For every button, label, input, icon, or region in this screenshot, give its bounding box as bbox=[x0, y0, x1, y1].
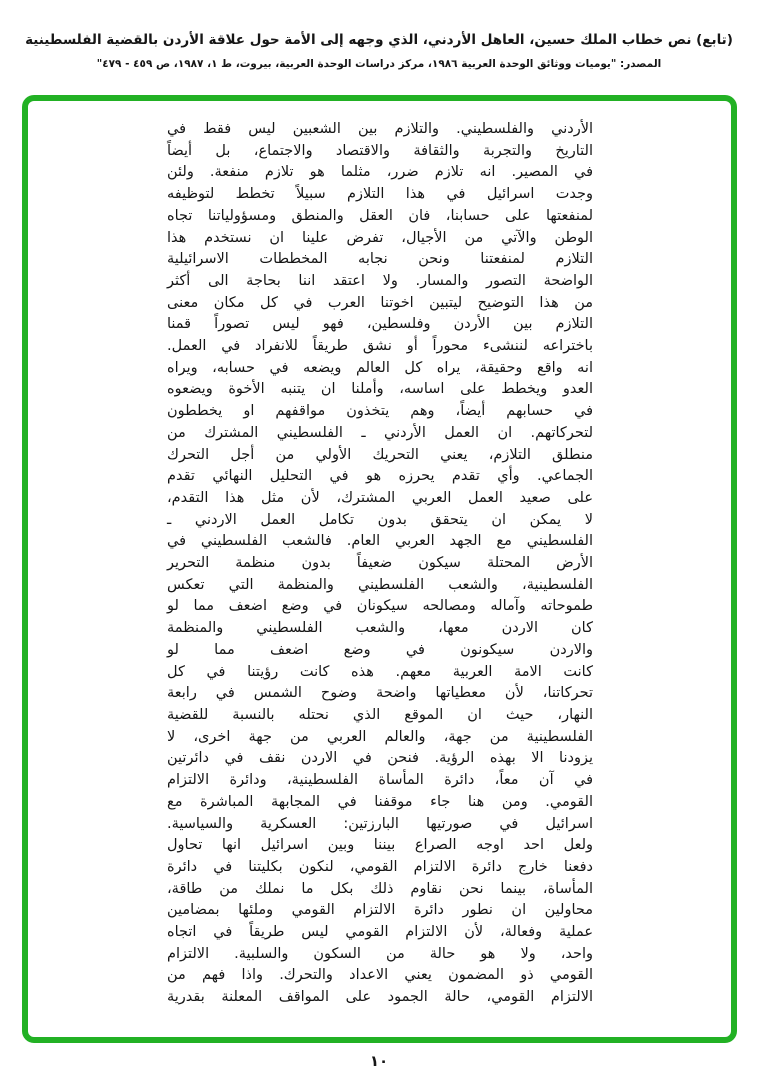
speech-line: الفلسطينية، والشعب الفلسطيني والمنظمة التي تعكس bbox=[167, 576, 593, 593]
speech-line: والاردن سيكونون في وضع اضعف مما لو bbox=[167, 641, 593, 658]
source-citation: المصدر: "يوميات ووثائق الوحدة العربية ١٩٨٦، مركز دراسات الوحدة العربية، بيروت، ط ١، ١٩٨٧، ص ٤٥٩ - ٤٧٩" bbox=[96, 58, 662, 70]
speech-line: الجماعي. وأي تقدم يحرزه هو في التحليل النهائي تقدم bbox=[167, 468, 593, 485]
speech-line: واحد، ولا هو حالة من السكون والسلبية. الالتزام bbox=[167, 945, 593, 962]
page-number: ١٠ bbox=[369, 1052, 389, 1070]
speech-line: محاولين ان نطور دائرة الالتزام القومي وملئها بمضامين bbox=[167, 902, 593, 919]
speech-line: ولعل احد اوجه الصراع بيننا وبين اسرائيل انها تحاول bbox=[167, 837, 593, 854]
speech-line: الفلسطيني مع الجهد العربي العام. فالشعب الفلسطيني في bbox=[167, 533, 593, 550]
speech-line: التلازم بين الأردن وفلسطين، فهو ليس تصوراً قمنا bbox=[167, 316, 593, 333]
speech-line: في حسابهم أيضاً، وهم يتخذون مواقفهم او يخططون bbox=[167, 403, 593, 420]
speech-line: في آن معاً، دائرة المأساة الفلسطينية، ودائرة الالتزام bbox=[167, 772, 593, 789]
speech-line: المأساة، بينما نحن نقاوم ذلك بكل ما نملك من طاقة، bbox=[167, 880, 593, 897]
speech-line: لمنفعتها على حسابنا، فان العقل والمنطق ومسؤولياتنا تجاه bbox=[167, 207, 593, 224]
speech-line: الالتزام القومي، حالة الجمود على المواقف المعلنة بقدرية bbox=[167, 989, 593, 1006]
speech-line: العدو ويخطط على اساسه، وأملنا ان يتنبه الأخوة ويضعوه bbox=[167, 381, 593, 398]
speech-line: دفعنا خارج دائرة الالتزام القومي، لنكون بكليتنا في دائرة bbox=[167, 858, 593, 875]
speech-line: الفلسطينية من جهة، والعالم العربي من جهة اخرى، لا bbox=[167, 728, 593, 745]
speech-line: اسرائيل في صورتيها البارزتين: العسكرية والسياسية. bbox=[167, 815, 593, 832]
speech-line: القومي ذو المضمون يعني الاعداد والتحرك. واذا فهم من bbox=[167, 967, 593, 984]
speech-line: كانت الامة العربية معهم. هذه كانت رؤيتنا في كل bbox=[167, 663, 593, 680]
speech-line: النهار، حيث ان الموقع الذي نحتله بالنسبة للقضية bbox=[167, 706, 593, 723]
speech-line: عملية وفعالة، لأن الالتزام القومي ليس طريقاً في اتجاه bbox=[167, 924, 593, 941]
speech-line: يزودنا الا بهذه الرؤية. فنحن في الاردن نقف في دائرتين bbox=[167, 750, 593, 767]
speech-line: طموحاته وآماله ومصالحه سيكونان في وضع اضعف مما لو bbox=[167, 598, 593, 615]
speech-line: التاريخ والتجربة والثقافة والاقتصاد والاجتماع، بل أيضاً bbox=[167, 142, 593, 159]
speech-line: انه واقع وحقيقة، يراه كل العالم ويضعه في حسابه، ويراه bbox=[167, 359, 593, 376]
page-title: (تابع) نص خطاب الملك حسين، العاهل الأردني، الذي وجهه إلى الأمة حول علاقة الأردن بالقضية الفلسطينية bbox=[25, 32, 733, 48]
speech-line: الواضحة التصور والمسار. ولا اعتقد اننا بحاجة الى أكثر bbox=[167, 272, 593, 289]
speech-line: وجدت اسرائيل في هذا التلازم سبيلاً تخطط لتوظيفه bbox=[167, 186, 593, 203]
speech-line: لا يمكن ان يتحقق بدون تكامل العمل الاردني ـ bbox=[167, 511, 593, 528]
green-frame bbox=[22, 95, 737, 1043]
speech-line: الأردني والفلسطيني. والتلازم بين الشعبين ليس فقط في bbox=[167, 121, 593, 137]
speech-line: على صعيد العمل العربي المشترك، لأن مثل هذا التقدم، bbox=[167, 489, 593, 506]
speech-line: لتحركاتهم. ان العمل الأردني ـ الفلسطيني المشترك من bbox=[167, 424, 593, 441]
speech-line: في المصير. انه تلازم ضرر، مثلما هو تلازم منفعة. ولئن bbox=[167, 164, 593, 181]
speech-line: الأرض المحتلة سيكون ضعيفاً بدون منظمة التحرير bbox=[167, 555, 593, 572]
speech-line: كان الاردن معها، والشعب الفلسطيني والمنظمة bbox=[167, 620, 593, 637]
speech-line: تحركاتنا، لأن معطياتها واضحة وضوح الشمس في رابعة bbox=[167, 685, 593, 702]
speech-line: باختراعه لننشىء محوراً أو نشق طريقاً للانفراد في العمل. bbox=[167, 338, 593, 355]
document-header bbox=[0, 0, 758, 70]
speech-body bbox=[167, 119, 593, 1009]
page-footer bbox=[0, 1051, 758, 1070]
speech-line: الوطن والآتي من الأجيال، تفرض علينا ان نستخدم هذا bbox=[167, 229, 593, 246]
speech-line: التلازم لمنفعتنا ونحن نجابه المخططات الاسرائيلية bbox=[167, 251, 593, 268]
speech-line: منطلق التلازم، يعني التحريك الأولي من أجل التحرك bbox=[167, 446, 593, 463]
speech-line: من هذا التوضيح ليتبين اخوتنا العرب في كل مكان معنى bbox=[167, 294, 593, 311]
speech-line: القومي. ومن هنا جاء موقفنا في المجابهة المباشرة مع bbox=[167, 793, 593, 810]
